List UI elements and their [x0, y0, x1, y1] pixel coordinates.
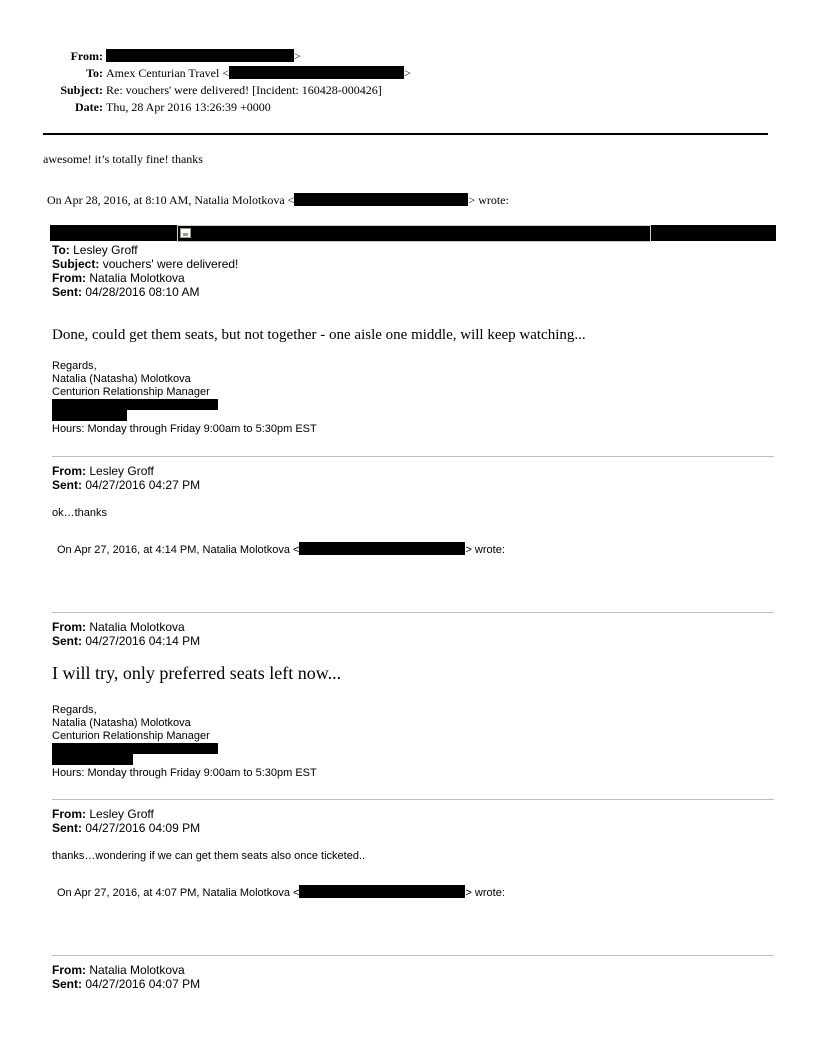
email-header: [0, 48, 411, 116]
message-4-header: [52, 807, 200, 835]
from-label: From:: [52, 464, 86, 478]
subject-value: Re: vouchers' were delivered! [Incident: 160428-000426]: [106, 83, 382, 97]
from-label: From:: [52, 620, 86, 634]
from-value: Natalia Molotkova: [89, 963, 185, 977]
date-value: Thu, 28 Apr 2016 13:26:39 +0000: [106, 100, 271, 114]
regards: Regards,: [52, 704, 97, 716]
signature-name: Natalia (Natasha) Molotkova: [52, 717, 191, 729]
message-3-signature: [52, 704, 317, 780]
from-value: Lesley Groff: [89, 464, 154, 478]
sent-label: Sent:: [52, 821, 82, 835]
message-3-body: I will try, only preferred seats left now...: [52, 663, 342, 683]
message-separator: [52, 456, 774, 457]
from-row: [0, 48, 411, 65]
regards: Regards,: [52, 360, 97, 372]
to-value: Amex Centurian Travel <: [106, 66, 230, 80]
header-divider: [43, 133, 768, 135]
sent-label: Sent:: [52, 634, 82, 648]
message-separator: [52, 955, 774, 956]
to-value: Lesley Groff: [73, 243, 138, 257]
quote-suffix: > wrote:: [465, 544, 505, 556]
office-hours: Hours: Monday through Friday 9:00am to 5:30pm EST: [52, 767, 317, 779]
from-suffix: >: [294, 49, 301, 63]
sent-value: 04/27/2016 04:07 PM: [85, 977, 201, 991]
redacted-block: [299, 542, 465, 555]
redacted-block: [229, 66, 404, 79]
message-separator: [52, 612, 774, 613]
from-value: Natalia Molotkova: [89, 271, 185, 285]
message-4-quote-intro: [57, 885, 505, 900]
quote-prefix: On Apr 27, 2016, at 4:07 PM, Natalia Molotkova <: [57, 887, 300, 899]
from-label: From:: [52, 807, 86, 821]
banner-image: [177, 225, 651, 242]
redacted-block: [52, 743, 218, 754]
to-suffix: >: [404, 66, 411, 80]
broken-image-icon: [180, 228, 191, 238]
quote-intro: [47, 193, 509, 207]
message-2-header: [52, 464, 200, 492]
message-1-signature: [52, 360, 317, 436]
sent-value: 04/27/2016 04:14 PM: [85, 634, 201, 648]
date-label: Date:: [75, 100, 103, 114]
signature-title: Centurion Relationship Manager: [52, 386, 210, 398]
date-row: [0, 99, 411, 116]
quote-suffix: > wrote:: [465, 887, 505, 899]
subject-label: Subject:: [52, 257, 100, 271]
sent-label: Sent:: [52, 478, 82, 492]
from-label: From:: [70, 49, 103, 63]
sent-value: 04/27/2016 04:09 PM: [85, 821, 201, 835]
subject-value: vouchers' were delivered!: [102, 257, 239, 271]
subject-label: Subject:: [60, 83, 103, 97]
signature-name: Natalia (Natasha) Molotkova: [52, 373, 191, 385]
message-1-header: [52, 243, 238, 299]
message-5-header: [52, 963, 200, 991]
from-value: Lesley Groff: [89, 807, 154, 821]
subject-row: [0, 82, 411, 99]
message-2-body: ok…thanks: [52, 507, 108, 519]
sent-value: 04/27/2016 04:27 PM: [85, 478, 201, 492]
message-2-quote-intro: [57, 542, 505, 557]
from-label: From:: [52, 963, 86, 977]
quote-prefix: On Apr 27, 2016, at 4:14 PM, Natalia Molotkova <: [57, 544, 300, 556]
redacted-block: [299, 885, 465, 898]
sent-label: Sent:: [52, 977, 82, 991]
quote-intro-suffix: > wrote:: [468, 193, 509, 207]
redacted-block: [106, 49, 294, 62]
to-row: [0, 65, 411, 82]
office-hours: Hours: Monday through Friday 9:00am to 5:30pm EST: [52, 423, 317, 435]
message-1-body: Done, could get them seats, but not together - one aisle one middle, will keep watching...: [52, 327, 586, 343]
from-label: From:: [52, 271, 86, 285]
message-separator: [52, 799, 774, 800]
logo-banner: [50, 225, 776, 241]
message-4-body: thanks…wondering if we can get them seats also once ticketed..: [52, 850, 366, 862]
redacted-block: [52, 754, 133, 765]
redacted-block: [294, 193, 468, 206]
to-label: To:: [52, 243, 70, 257]
to-label: To:: [86, 66, 103, 80]
reply-body: awesome! it’s totally fine! thanks: [43, 152, 203, 166]
redacted-block: [52, 410, 127, 421]
redacted-block: [52, 399, 218, 410]
signature-title: Centurion Relationship Manager: [52, 730, 210, 742]
from-value: Natalia Molotkova: [89, 620, 185, 634]
sent-value: 04/28/2016 08:10 AM: [85, 285, 200, 299]
quote-intro-prefix: On Apr 28, 2016, at 8:10 AM, Natalia Molotkova <: [47, 193, 295, 207]
sent-label: Sent:: [52, 285, 82, 299]
message-3-header: [52, 620, 200, 648]
